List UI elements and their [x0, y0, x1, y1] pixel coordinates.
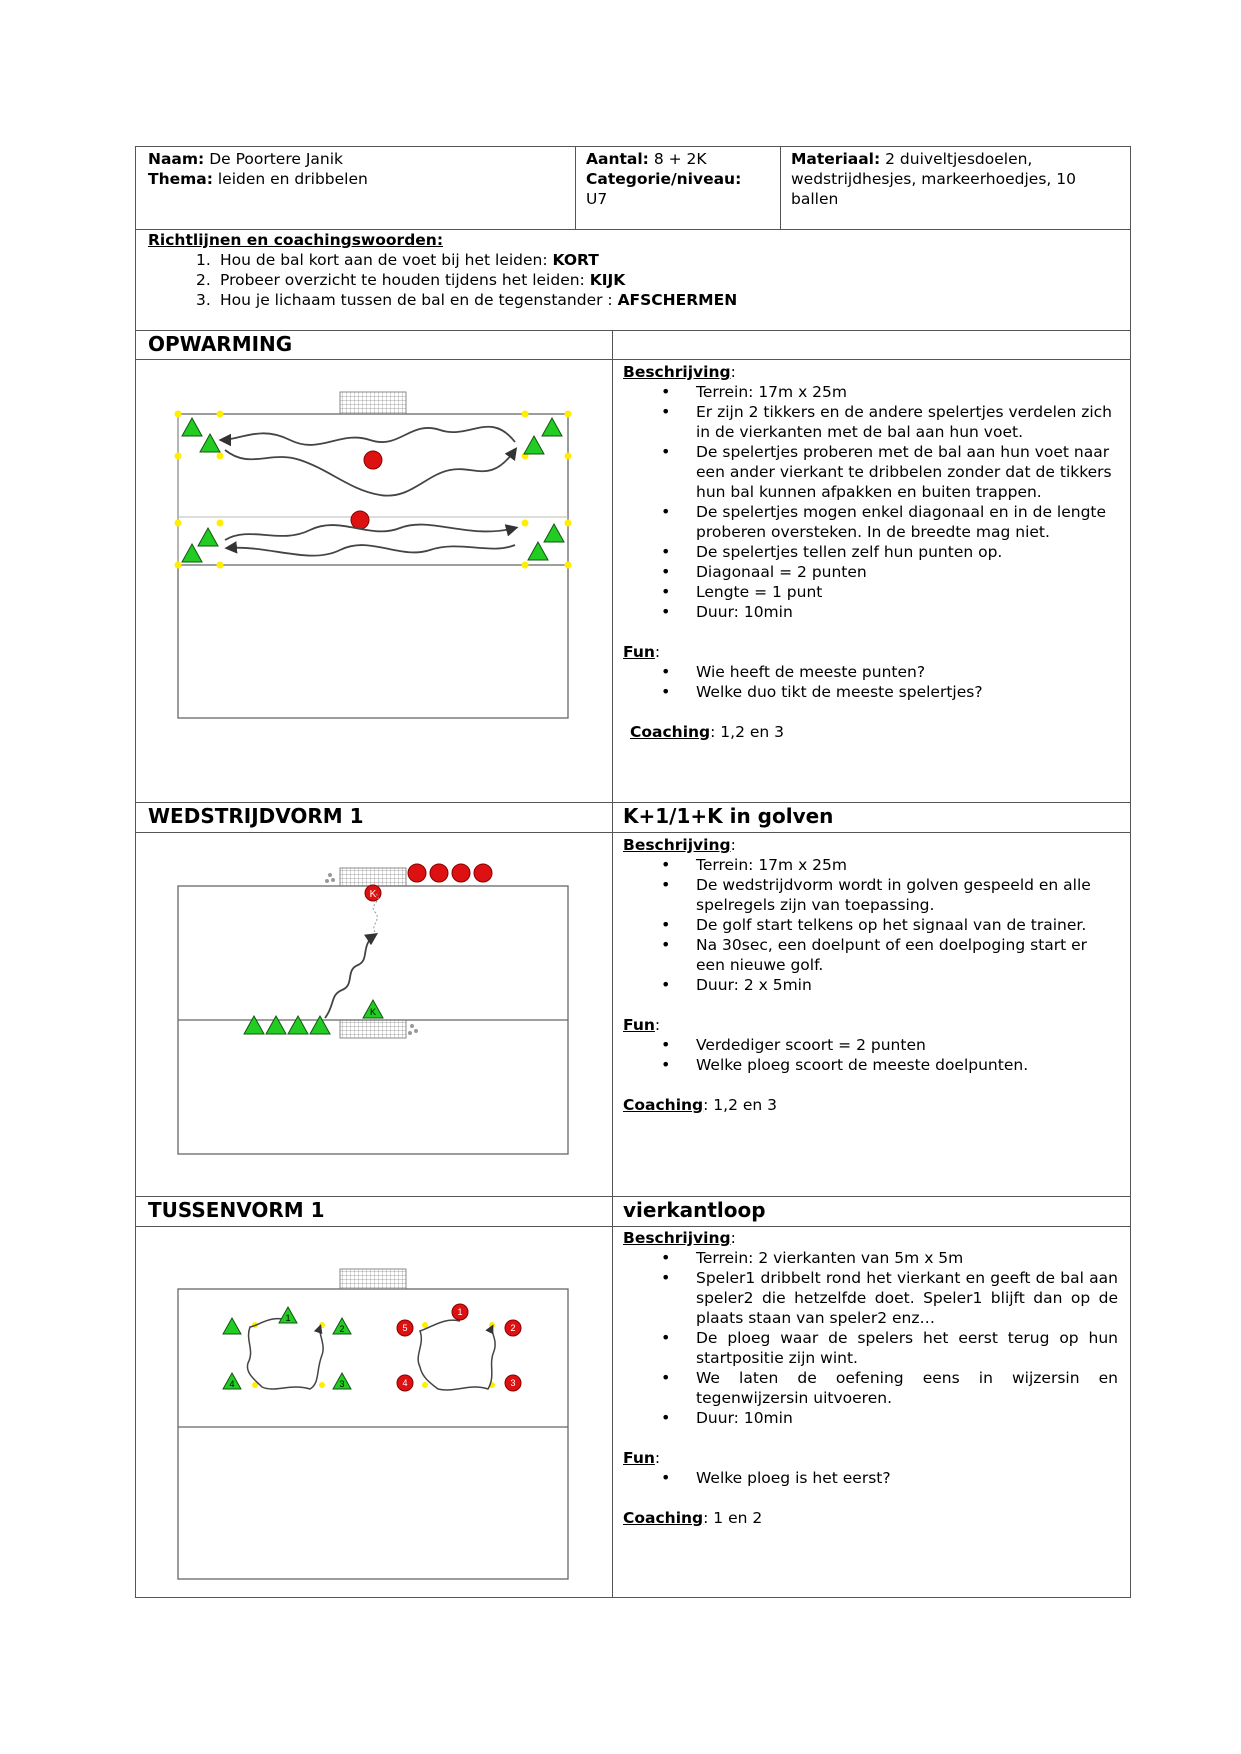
- list-item: • Diagonaal = 2 punten: [623, 562, 1118, 582]
- header-naam-thema: [148, 149, 568, 189]
- cone-markers: [252, 1322, 495, 1388]
- goal-top: [340, 868, 406, 886]
- list-item: • De spelertjes proberen met de bal aan hun voet naar een ander vierkant te dribbelen zonder dat de tikkers hun bal kunnen afpakken en buiten trappen.: [623, 442, 1118, 502]
- red-tagger: [351, 511, 369, 529]
- player-number: 1: [285, 1313, 291, 1323]
- goal: [340, 1269, 406, 1289]
- section-subtitle: vierkantloop: [623, 1198, 766, 1222]
- section-title: TUSSENVORM 1: [148, 1198, 325, 1222]
- thema-label: Thema:: [148, 170, 213, 188]
- list-item: • De ploeg waar de spelers het eerst terug op hun startpositie zijn wint.: [623, 1328, 1118, 1368]
- player-number: 5: [402, 1323, 408, 1333]
- list-item: • De golf start telkens op het signaal van de trainer.: [623, 915, 1118, 935]
- green-players: [182, 418, 564, 562]
- keeper-label: K: [369, 889, 377, 900]
- field-label: Coaching: [623, 1509, 704, 1527]
- player-number: 2: [510, 1323, 516, 1333]
- list-item: • Verdediger scoort = 2 punten: [623, 1035, 1118, 1055]
- guidelines-list: [148, 250, 1118, 310]
- field-label: Coaching: [630, 723, 711, 741]
- dribble-path: [325, 935, 375, 1018]
- section-subtitle: K+1/1+K in golven: [623, 804, 834, 828]
- field-label: Beschrijving: [623, 363, 731, 381]
- dribble-path: [418, 1320, 495, 1390]
- player-number: 1: [457, 1307, 463, 1317]
- list-item: • Wie heeft de meeste punten?: [623, 662, 1118, 682]
- row-divider: [135, 1226, 1131, 1227]
- player-number: 4: [402, 1378, 408, 1388]
- opwarming-field-diagram: [170, 380, 590, 730]
- goal-bottom: [340, 1020, 406, 1038]
- list-item: • Na 30sec, een doelpunt of een doelpoging start er een nieuwe golf.: [623, 935, 1118, 975]
- wedstrijdvorm-field-diagram: [170, 850, 590, 1170]
- list-item: • Speler1 dribbelt rond het vierkant en geeft de bal aan speler2 die hetzelfde doet. Speler1 blijft dan op de plaats staan van speler2 enz…: [623, 1268, 1118, 1328]
- column-divider: [612, 330, 613, 1598]
- field-label: Coaching: [623, 1096, 704, 1114]
- materiaal-label: Materiaal:: [791, 150, 881, 168]
- field-label: Fun: [623, 643, 655, 661]
- row-divider: [135, 832, 1131, 833]
- list-item: • Welke ploeg is het eerst?: [623, 1468, 1118, 1488]
- field-label: Fun: [623, 1449, 655, 1467]
- list-item: • Er zijn 2 tikkers en de andere spelertjes verdelen zich in de vierkanten met de bal aan hun voet.: [623, 402, 1118, 442]
- header-materiaal: [791, 149, 1126, 209]
- list-item: • Duur: 2 x 5min: [623, 975, 1118, 995]
- field-label: Beschrijving: [623, 1229, 731, 1247]
- aantal-label: Aantal:: [586, 150, 649, 168]
- thema-value: leiden en dribbelen: [217, 170, 368, 188]
- dribble-path: [247, 1319, 323, 1389]
- list-item: • Welke duo tikt de meeste spelertjes?: [623, 682, 1118, 702]
- keeper-label: K: [369, 1007, 377, 1017]
- list-item: • We laten de oefening eens in wijzersin en tegenwijzersin uitvoeren.: [623, 1368, 1118, 1408]
- section-title: WEDSTRIJDVORM 1: [148, 804, 364, 828]
- player-number: 4: [229, 1379, 235, 1389]
- player-number: 3: [339, 1379, 345, 1389]
- field-label: Fun: [623, 1016, 655, 1034]
- header-divider-2: [780, 146, 781, 229]
- materiaal-value-1: 2 duiveltjesdoelen,: [885, 150, 1033, 168]
- red-tagger: [364, 451, 382, 469]
- guideline-item: 1. Hou de bal kort aan de voet bij het leiden: KORT: [196, 251, 599, 269]
- list-item: • Terrein: 17m x 25m: [623, 855, 1118, 875]
- header-aantal-categorie: [586, 149, 786, 209]
- row-divider: [135, 359, 1131, 360]
- tussenvorm-field-diagram: [170, 1255, 590, 1585]
- player-number: 2: [339, 1324, 345, 1334]
- list-item: • De wedstrijdvorm wordt in golven gespeeld en alle spelregels zijn van toepassing.: [623, 875, 1118, 915]
- section-description: Beschrijving: • Terrein: 2 vierkanten van 5m x 5m • Speler1 dribbelt rond het vierkant en geeft de bal aan speler2 die hetzelfde doet. Speler1 blijft dan op de plaats staan van speler2 enz… • De ploeg waar de spelers het eerst terug op hun startpositie zijn wint. • We laten de oefening eens in wijzersin en tegenwijzersin uitvoeren. • Duur: 10min Fun: • Welke ploeg is het eerst? Coaching: 1 en 2: [623, 1228, 1118, 1528]
- guidelines: [148, 230, 1118, 310]
- dribble-paths: [222, 427, 515, 556]
- list-item: • Terrein: 17m x 25m: [623, 382, 1118, 402]
- list-item: • Terrein: 2 vierkanten van 5m x 5m: [623, 1248, 1118, 1268]
- red-players: [397, 1304, 521, 1391]
- list-item: • Lengte = 1 punt: [623, 582, 1118, 602]
- list-item: • De spelertjes mogen enkel diagonaal en in de lengte proberen oversteken. In de breedte mag niet.: [623, 502, 1118, 542]
- list-item: • De spelertjes tellen zelf hun punten op.: [623, 542, 1118, 562]
- aantal-value: 8 + 2K: [653, 150, 707, 168]
- guideline-item: 2. Probeer overzicht te houden tijdens het leiden: KIJK: [196, 271, 626, 289]
- guideline-item: 3. Hou je lichaam tussen de bal en de tegenstander : AFSCHERMEN: [196, 291, 738, 309]
- section-description: Beschrijving: • Terrein: 17m x 25m • De wedstrijdvorm wordt in golven gespeeld en alle spelregels zijn van toepassing. • De golf start telkens op het signaal van de trainer. • Na 30sec, een doelpunt of een doelpoging start er een nieuwe golf. • Duur: 2 x 5min Fun: • Verdediger scoort = 2 punten • Welke ploeg scoort de meeste doelpunten. Coaching: 1,2 en 3: [623, 835, 1118, 1115]
- section-title: OPWARMING: [148, 332, 293, 356]
- list-item: • Duur: 10min: [623, 602, 1118, 622]
- naam-label: Naam:: [148, 150, 205, 168]
- section-description: Beschrijving: • Terrein: 17m x 25m • Er zijn 2 tikkers en de andere spelertjes verdelen zich in de vierkanten met de bal aan hun voet. • De spelertjes proberen met de bal aan hun voet naar een ander vierkant te dribbelen zonder dat de tikkers hun bal kunnen afpakken en buiten trappen. • De spelertjes mogen enkel diagonaal en in de lengte proberen oversteken. In de breedte mag niet. • De spelertjes tellen zelf hun punten op. • Diagonaal = 2 punten • Lengte = 1 punt • Duur: 10min Fun: • Wie heeft de meeste punten? • Welke duo tikt de meeste spelertjes? Coaching: 1,2 en 3: [623, 362, 1118, 742]
- list-item: • Duur: 10min: [623, 1408, 1118, 1428]
- materiaal-value-2: wedstrijdhesjes, markeerhoedjes, 10: [791, 170, 1076, 188]
- field-label: Beschrijving: [623, 836, 731, 854]
- header-divider-1: [575, 146, 576, 229]
- player-number: 3: [510, 1378, 516, 1388]
- list-item: • Welke ploeg scoort de meeste doelpunten.: [623, 1055, 1118, 1075]
- goal: [340, 392, 406, 414]
- categorie-label: Categorie/niveau:: [586, 170, 742, 188]
- categorie-value: U7: [586, 190, 608, 208]
- materiaal-value-3: ballen: [791, 190, 839, 208]
- naam-value: De Poortere Janik: [209, 150, 344, 168]
- cone-markers: [175, 411, 572, 569]
- guidelines-title: Richtlijnen en coachingswoorden:: [148, 231, 444, 249]
